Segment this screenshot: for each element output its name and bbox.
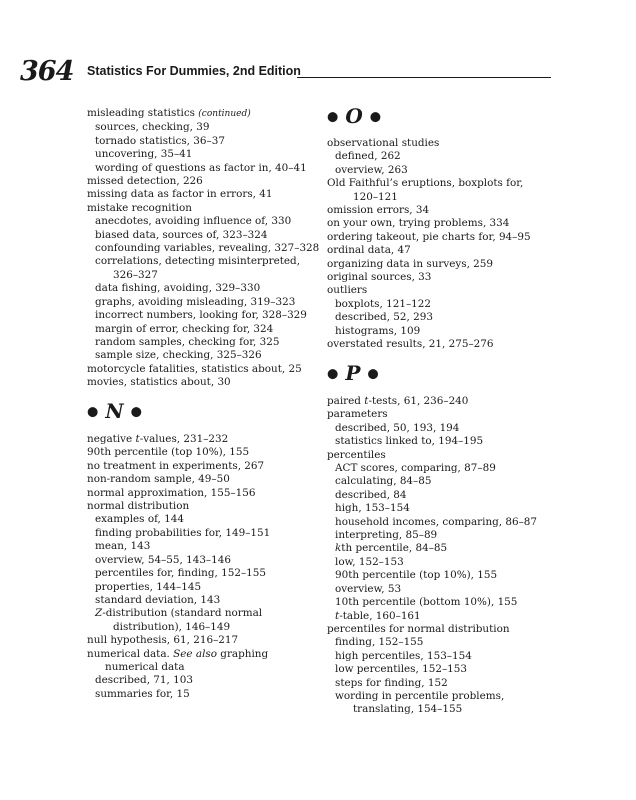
index-entry: non-random sample, 49–50 bbox=[87, 473, 230, 486]
index-subentry: ACT scores, comparing, 87–89 bbox=[335, 462, 496, 475]
index-subentry: summaries for, 15 bbox=[95, 687, 190, 700]
index-subentry-t-table bbox=[327, 610, 557, 623]
entry-text: paired bbox=[327, 395, 365, 407]
index-subentry: overview, 263 bbox=[335, 163, 408, 176]
index-subentry: overview, 54–55, 143–146 bbox=[95, 553, 231, 566]
index-entry-parameters: parameters bbox=[327, 408, 388, 421]
index-entry: movies, statistics about, 30 bbox=[87, 376, 231, 389]
index-subentry: 10th percentile (bottom 10%), 155 bbox=[335, 596, 518, 609]
index-subentry: confounding variables, revealing, 327–328 bbox=[95, 242, 320, 255]
entry-text: -distribution (standard normal bbox=[102, 607, 263, 620]
entry-italic: t bbox=[364, 395, 369, 407]
index-entry-continuation: 120–121 bbox=[353, 190, 398, 203]
index-subentry: graphs, avoiding misleading, 319–323 bbox=[95, 295, 296, 308]
index-subentry-z-distribution bbox=[87, 607, 302, 620]
index-subentry: low percentiles, 152–153 bbox=[335, 663, 467, 676]
index-entry: missed detection, 226 bbox=[87, 175, 203, 188]
entry-text: -table, 160–161 bbox=[339, 609, 421, 622]
index-subentry: wording in percentile problems, bbox=[335, 689, 505, 702]
index-subentry: tornado statistics, 36–37 bbox=[95, 134, 225, 147]
index-subentry: correlations, detecting misinterpreted, bbox=[95, 255, 301, 268]
index-subentry: sources, checking, 39 bbox=[95, 121, 210, 134]
index-entry-misleading-statistics bbox=[87, 107, 302, 121]
index-entry-old-faithful: Old Faithful’s eruptions, boxplots for, bbox=[327, 177, 524, 190]
index-subentry: finding, 152–155 bbox=[335, 636, 424, 649]
index-subentry: standard deviation, 143 bbox=[95, 593, 221, 606]
index-entry-negative-t-values bbox=[87, 433, 302, 446]
index-subentry: histograms, 109 bbox=[335, 324, 421, 337]
entry-text: negative bbox=[87, 433, 136, 446]
entry-italic: k bbox=[335, 542, 342, 555]
see-also-ref: See also bbox=[173, 647, 217, 660]
bullet-icon: ● bbox=[367, 366, 379, 381]
index-subentry: described, 50, 193, 194 bbox=[335, 421, 460, 434]
index-subentry-kth-percentile bbox=[327, 542, 557, 555]
index-entry: organizing data in surveys, 259 bbox=[327, 257, 494, 270]
index-subentry: described, 71, 103 bbox=[95, 674, 193, 687]
index-entry-percentiles-normal: percentiles for normal distribution bbox=[327, 622, 510, 635]
entry-text: th percentile, 84–85 bbox=[341, 542, 448, 555]
index-entry: omission errors, 34 bbox=[327, 204, 430, 217]
index-subentry-continuation: distribution), 146–149 bbox=[113, 620, 231, 633]
section-heading-p bbox=[327, 361, 557, 387]
section-letter: P bbox=[345, 360, 361, 385]
bullet-icon: ● bbox=[327, 109, 339, 125]
index-subentry: statistics linked to, 194–195 bbox=[335, 435, 484, 448]
index-entry: overstated results, 21, 275–276 bbox=[327, 338, 494, 351]
index-subentry: biased data, sources of, 323–324 bbox=[95, 228, 268, 241]
index-subentry: high, 153–154 bbox=[335, 502, 410, 515]
index-subentry: data fishing, avoiding, 329–330 bbox=[95, 282, 261, 295]
bullet-icon: ● bbox=[327, 366, 339, 381]
book-title: Statistics For Dummies, 2nd Edition bbox=[87, 64, 301, 78]
section-letter: N bbox=[105, 398, 124, 423]
index-subentry: wording of questions as factor in, 40–41 bbox=[95, 161, 307, 174]
index-subentry: steps for finding, 152 bbox=[335, 676, 448, 689]
index-subentry: described, 52, 293 bbox=[335, 311, 433, 324]
index-entry-percentiles: percentiles bbox=[327, 448, 386, 461]
index-entry: no treatment in experiments, 267 bbox=[87, 459, 265, 472]
continued-tag: (continued) bbox=[198, 109, 251, 119]
entry-italic: t bbox=[135, 433, 140, 446]
index-subentry: defined, 262 bbox=[335, 150, 401, 163]
index-subentry: low, 152–153 bbox=[335, 555, 404, 568]
bullet-icon: ● bbox=[130, 404, 142, 420]
index-subentry: boxplots, 121–122 bbox=[335, 297, 431, 310]
index-subentry: interpreting, 85–89 bbox=[335, 529, 438, 542]
index-subentry: finding probabilities for, 149–151 bbox=[95, 526, 271, 539]
bullet-icon: ● bbox=[369, 109, 382, 125]
page-number: 364 bbox=[20, 56, 74, 87]
index-entry: motorcycle fatalities, statistics about, 25 bbox=[87, 362, 302, 375]
entry-italic: t bbox=[335, 609, 340, 622]
index-entry-continuation: numerical data bbox=[105, 660, 185, 673]
bullet-icon: ● bbox=[87, 404, 99, 420]
section-heading-o bbox=[327, 104, 381, 130]
index-entry: 90th percentile (top 10%), 155 bbox=[87, 446, 250, 459]
index-subentry: described, 84 bbox=[335, 488, 407, 501]
index-subentry: mean, 143 bbox=[95, 540, 151, 553]
index-subentry: anecdotes, avoiding influence of, 330 bbox=[95, 215, 292, 228]
entry-text: -tests, 61, 236–240 bbox=[368, 395, 469, 407]
index-column-right bbox=[327, 137, 557, 717]
index-entry-numerical-data bbox=[87, 648, 302, 661]
index-subentry-continuation: 326–327 bbox=[113, 268, 158, 281]
index-subentry: percentiles for, finding, 152–155 bbox=[95, 567, 266, 580]
index-entry-observational-studies: observational studies bbox=[327, 137, 440, 149]
index-column-left bbox=[87, 107, 320, 701]
index-entry: ordinal data, 47 bbox=[327, 244, 411, 257]
index-subentry: random samples, checking for, 325 bbox=[95, 335, 280, 348]
index-entry: ordering takeout, pie charts for, 94–95 bbox=[327, 230, 531, 243]
section-letter: O bbox=[345, 104, 363, 128]
index-entry: missing data as factor in errors, 41 bbox=[87, 188, 273, 201]
index-subentry: examples of, 144 bbox=[95, 513, 184, 526]
index-entry: normal approximation, 155–156 bbox=[87, 486, 256, 499]
index-subentry: calculating, 84–85 bbox=[335, 475, 432, 488]
entry-text: graphing bbox=[216, 647, 269, 660]
entry-text: numerical data. bbox=[87, 647, 170, 660]
entry-italic: Z bbox=[95, 607, 103, 620]
index-subentry: overview, 53 bbox=[335, 582, 402, 595]
index-subentry: high percentiles, 153–154 bbox=[335, 649, 472, 662]
index-subentry: uncovering, 35–41 bbox=[95, 148, 193, 161]
entry-text: -values, 231–232 bbox=[139, 433, 229, 446]
index-entry: original sources, 33 bbox=[327, 271, 432, 284]
index-entry: null hypothesis, 61, 216–217 bbox=[87, 634, 239, 647]
index-entry: on your own, trying problems, 334 bbox=[327, 217, 510, 230]
entry-text: misleading statistics bbox=[87, 107, 195, 119]
index-entry-normal-distribution: normal distribution bbox=[87, 500, 190, 513]
index-entry-outliers: outliers bbox=[327, 284, 368, 297]
section-heading-n bbox=[87, 399, 302, 425]
index-subentry: household incomes, comparing, 86–87 bbox=[335, 515, 538, 528]
index-entry-paired-t-tests bbox=[327, 395, 557, 408]
index-subentry: margin of error, checking for, 324 bbox=[95, 322, 274, 335]
index-subentry: 90th percentile (top 10%), 155 bbox=[335, 569, 498, 582]
index-subentry: properties, 144–145 bbox=[95, 580, 202, 593]
index-entry-mistake-recognition: mistake recognition bbox=[87, 201, 192, 214]
index-subentry-continuation: translating, 154–155 bbox=[353, 703, 463, 716]
index-subentry: sample size, checking, 325–326 bbox=[95, 349, 262, 362]
index-subentry: incorrect numbers, looking for, 328–329 bbox=[95, 309, 307, 322]
header-rule bbox=[297, 77, 551, 78]
